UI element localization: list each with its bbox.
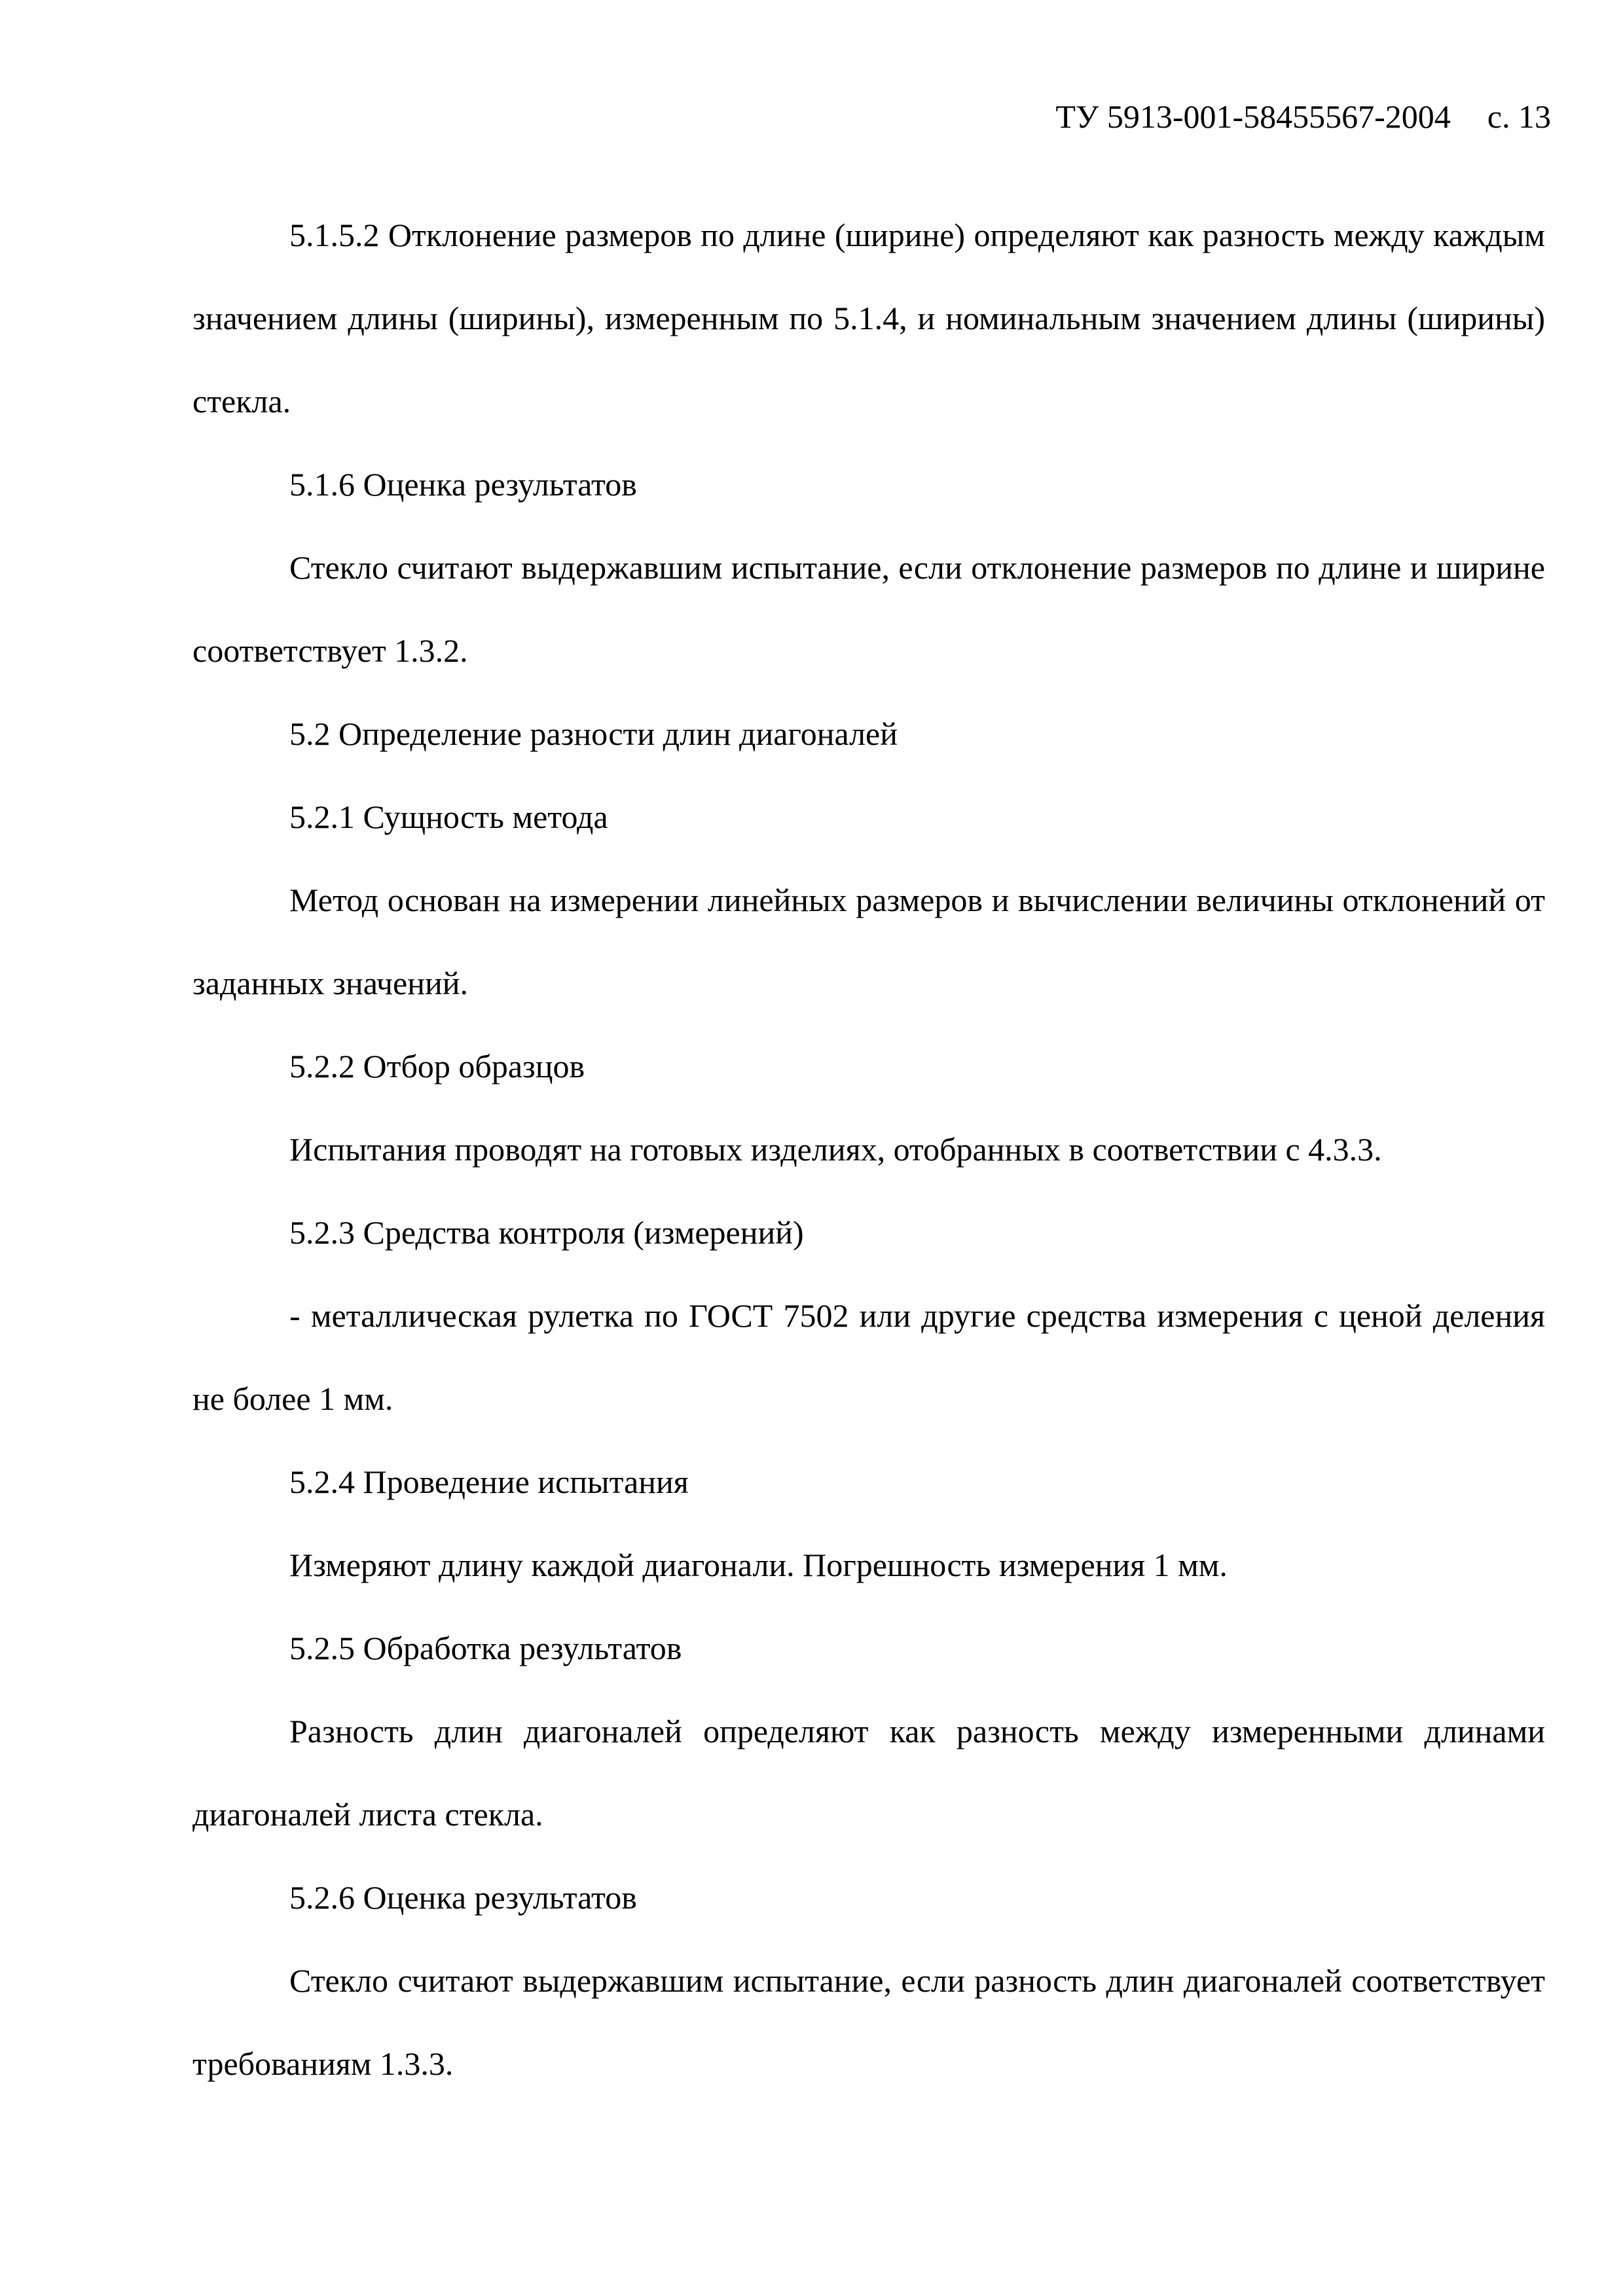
page-number: с. 13: [1487, 98, 1551, 135]
paragraph-5-1-6-body: Стекло считают выдержавшим испытание, если отклонение размеров по длине и ширине соответствует 1.3.2.: [192, 549, 1545, 669]
heading-5-2: 5.2 Определение разности длин диагоналей: [289, 715, 898, 752]
heading-5-2-2: 5.2.2 Отбор образцов: [289, 1048, 585, 1085]
heading-5-2-4: 5.2.4 Проведение испытания: [289, 1463, 689, 1500]
paragraph-5-2-2-body: Испытания проводят на готовых изделиях, отобранных в соответствии с 4.3.3.: [289, 1131, 1382, 1168]
document-body: [192, 194, 1545, 2106]
paragraph-5-1-5-2: 5.1.5.2 Отклонение размеров по длине (ширине) определяют как разность между каждым значением длины (ширины), измеренным по 5.1.4, и номинальным значением длины (ширины) стекла.: [192, 217, 1545, 420]
paragraph-5-2-1-body: Метод основан на измерении линейных размеров и вычислении величины отклонений от заданных значений.: [192, 882, 1545, 1001]
paragraph-5-2-4-body: Измеряют длину каждой диагонали. Погрешность измерения 1 мм.: [289, 1547, 1228, 1583]
page-header: [1055, 97, 1551, 136]
heading-5-1-6: 5.1.6 Оценка результатов: [289, 466, 637, 503]
paragraph-5-2-5-body: Разность длин диагоналей определяют как разность между измеренными длинами диагоналей листа стекла.: [192, 1713, 1545, 1833]
heading-5-2-3: 5.2.3 Средства контроля (измерений): [289, 1214, 804, 1251]
heading-5-2-5: 5.2.5 Обработка результатов: [289, 1630, 682, 1666]
heading-5-2-6: 5.2.6 Оценка результатов: [289, 1879, 637, 1916]
document-code: ТУ 5913-001-58455567-2004: [1055, 98, 1451, 135]
paragraph-5-2-6-body: Стекло считают выдержавшим испытание, если разность длин диагоналей соответствует требованиям 1.3.3.: [192, 1962, 1545, 2082]
paragraph-5-2-3-body: - металлическая рулетка по ГОСТ 7502 или другие средства измерения с ценой деления не более 1 мм.: [192, 1297, 1545, 1417]
heading-5-2-1: 5.2.1 Сущность метода: [289, 798, 608, 835]
